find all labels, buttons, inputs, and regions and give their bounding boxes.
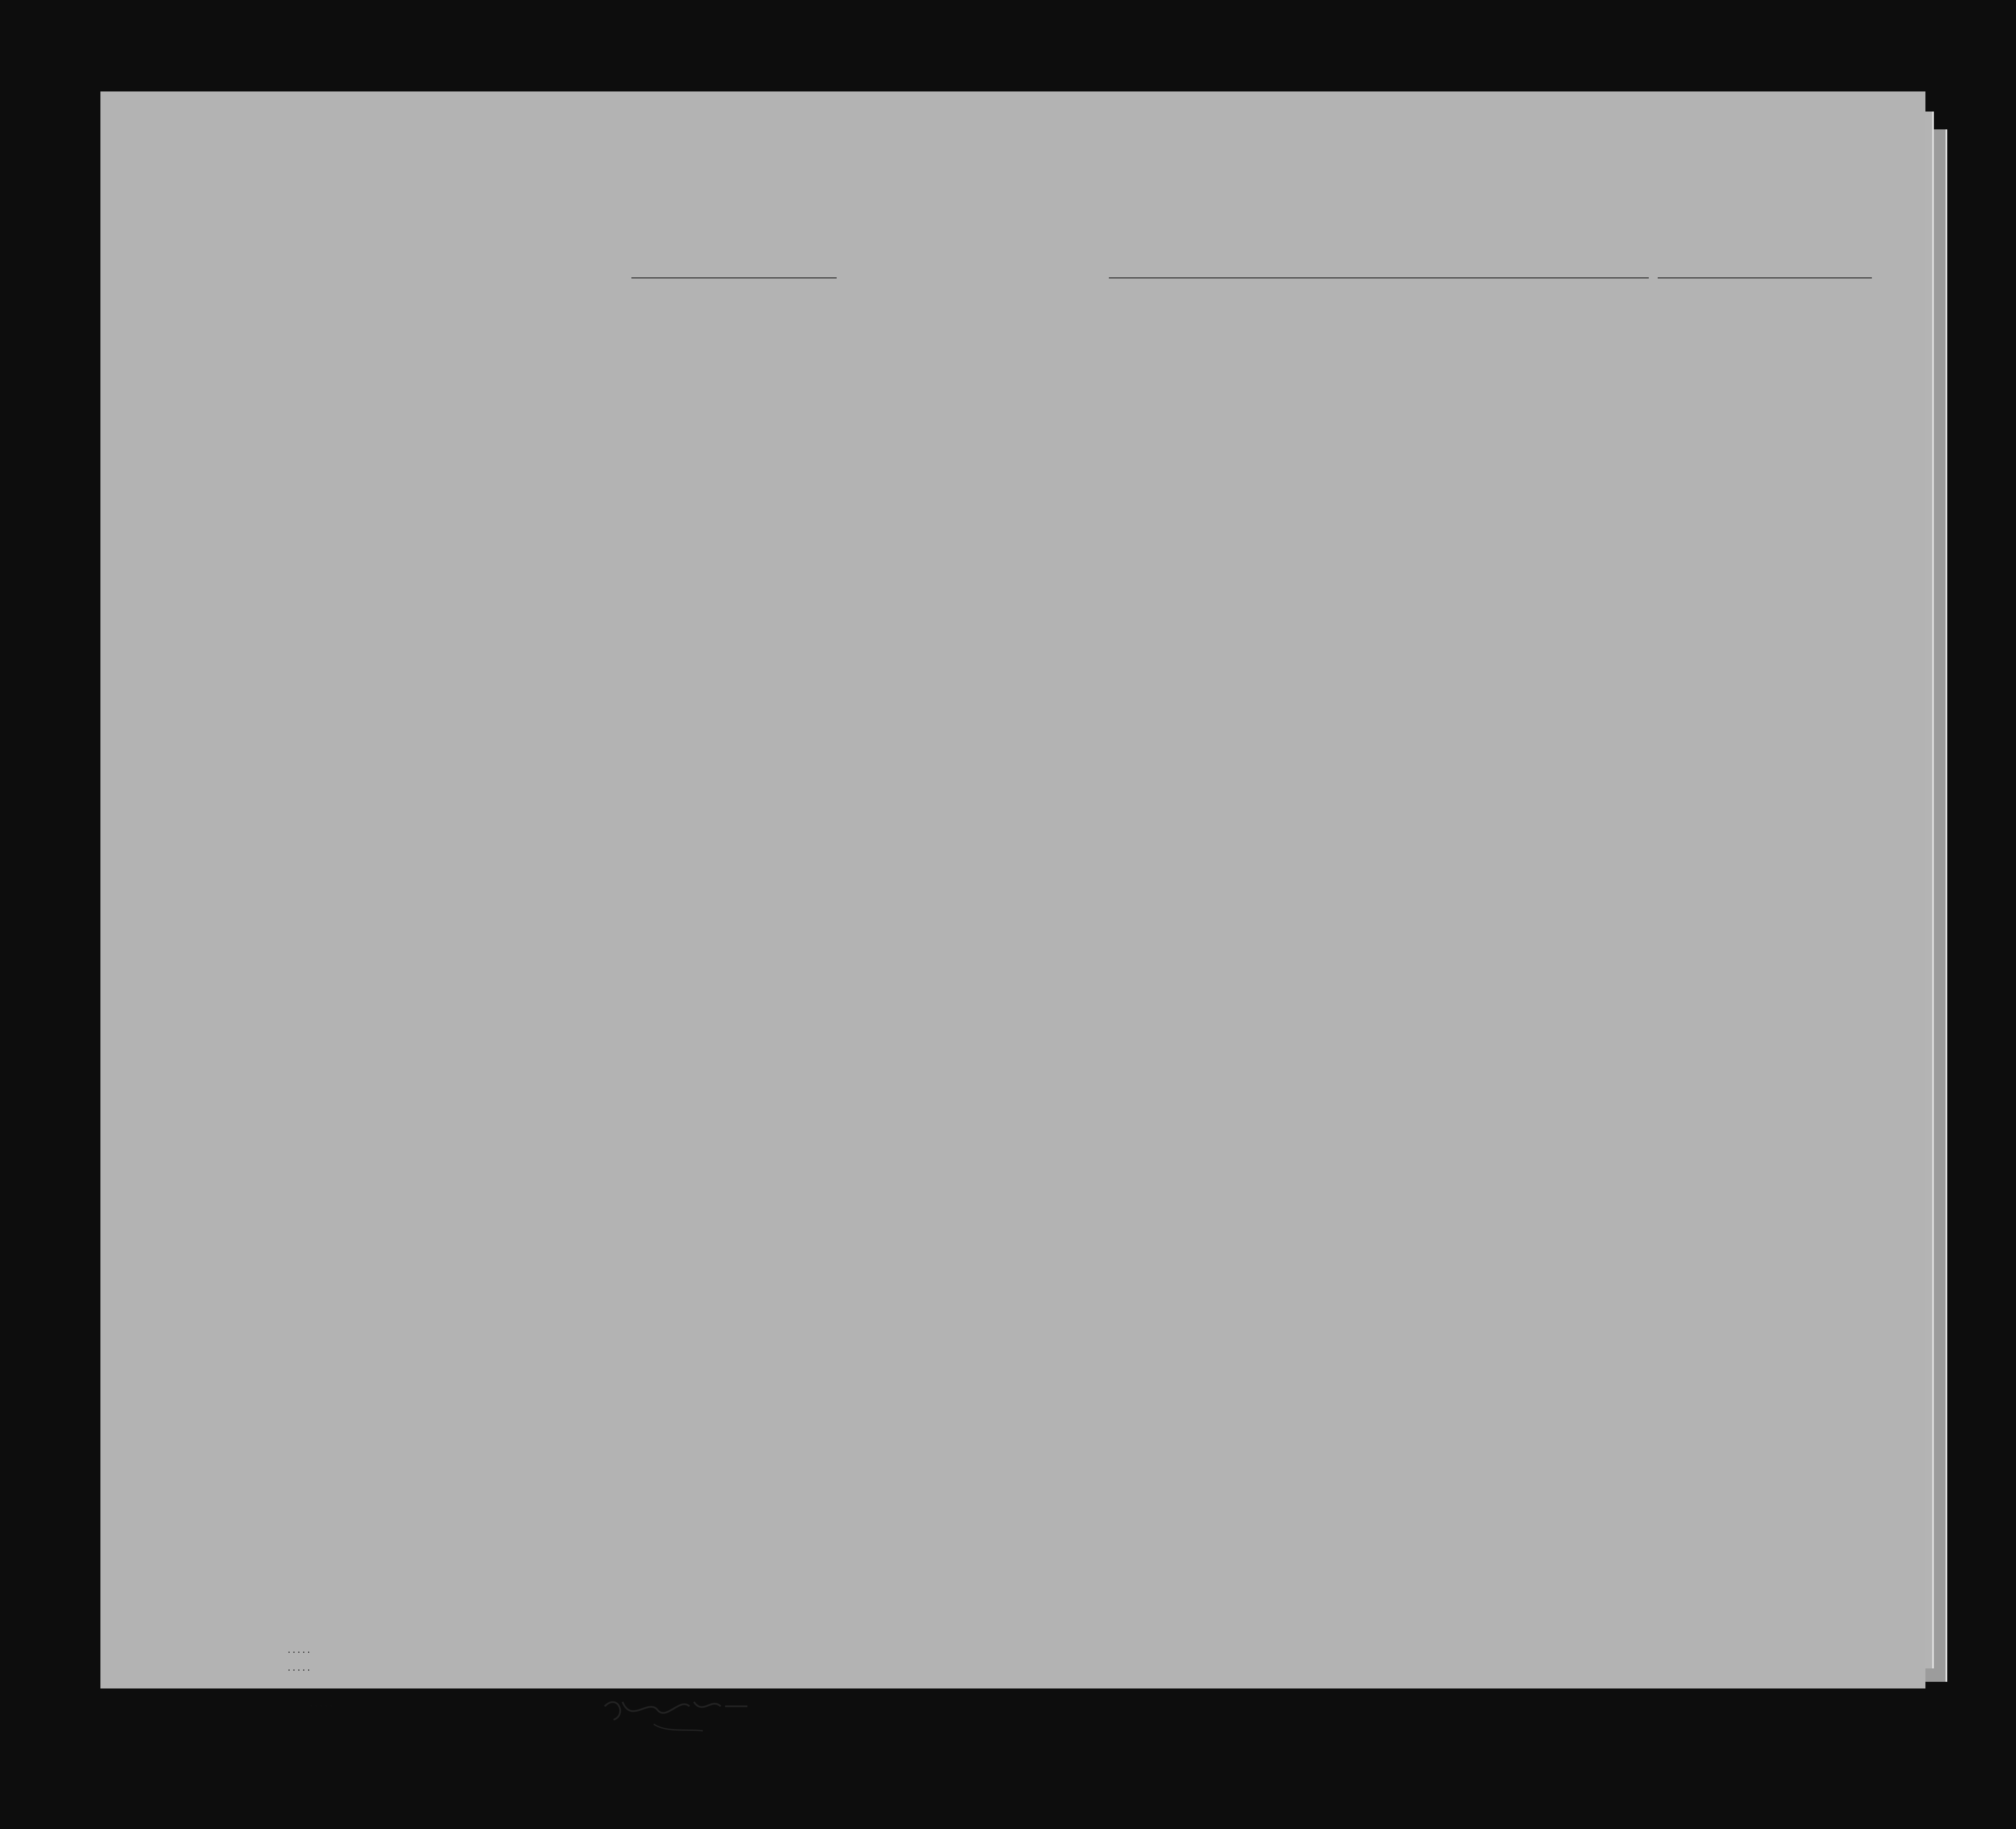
voyage-line: [560, 250, 1943, 281]
aliens-label: . . . . .: [310, 1697, 332, 1709]
manifest-page: [100, 91, 1925, 1709]
signature-clerk: [600, 1688, 770, 1742]
total-passengers-label: . . . . .: [288, 1644, 310, 1655]
us-citizens-label: . . . . .: [288, 1662, 310, 1673]
